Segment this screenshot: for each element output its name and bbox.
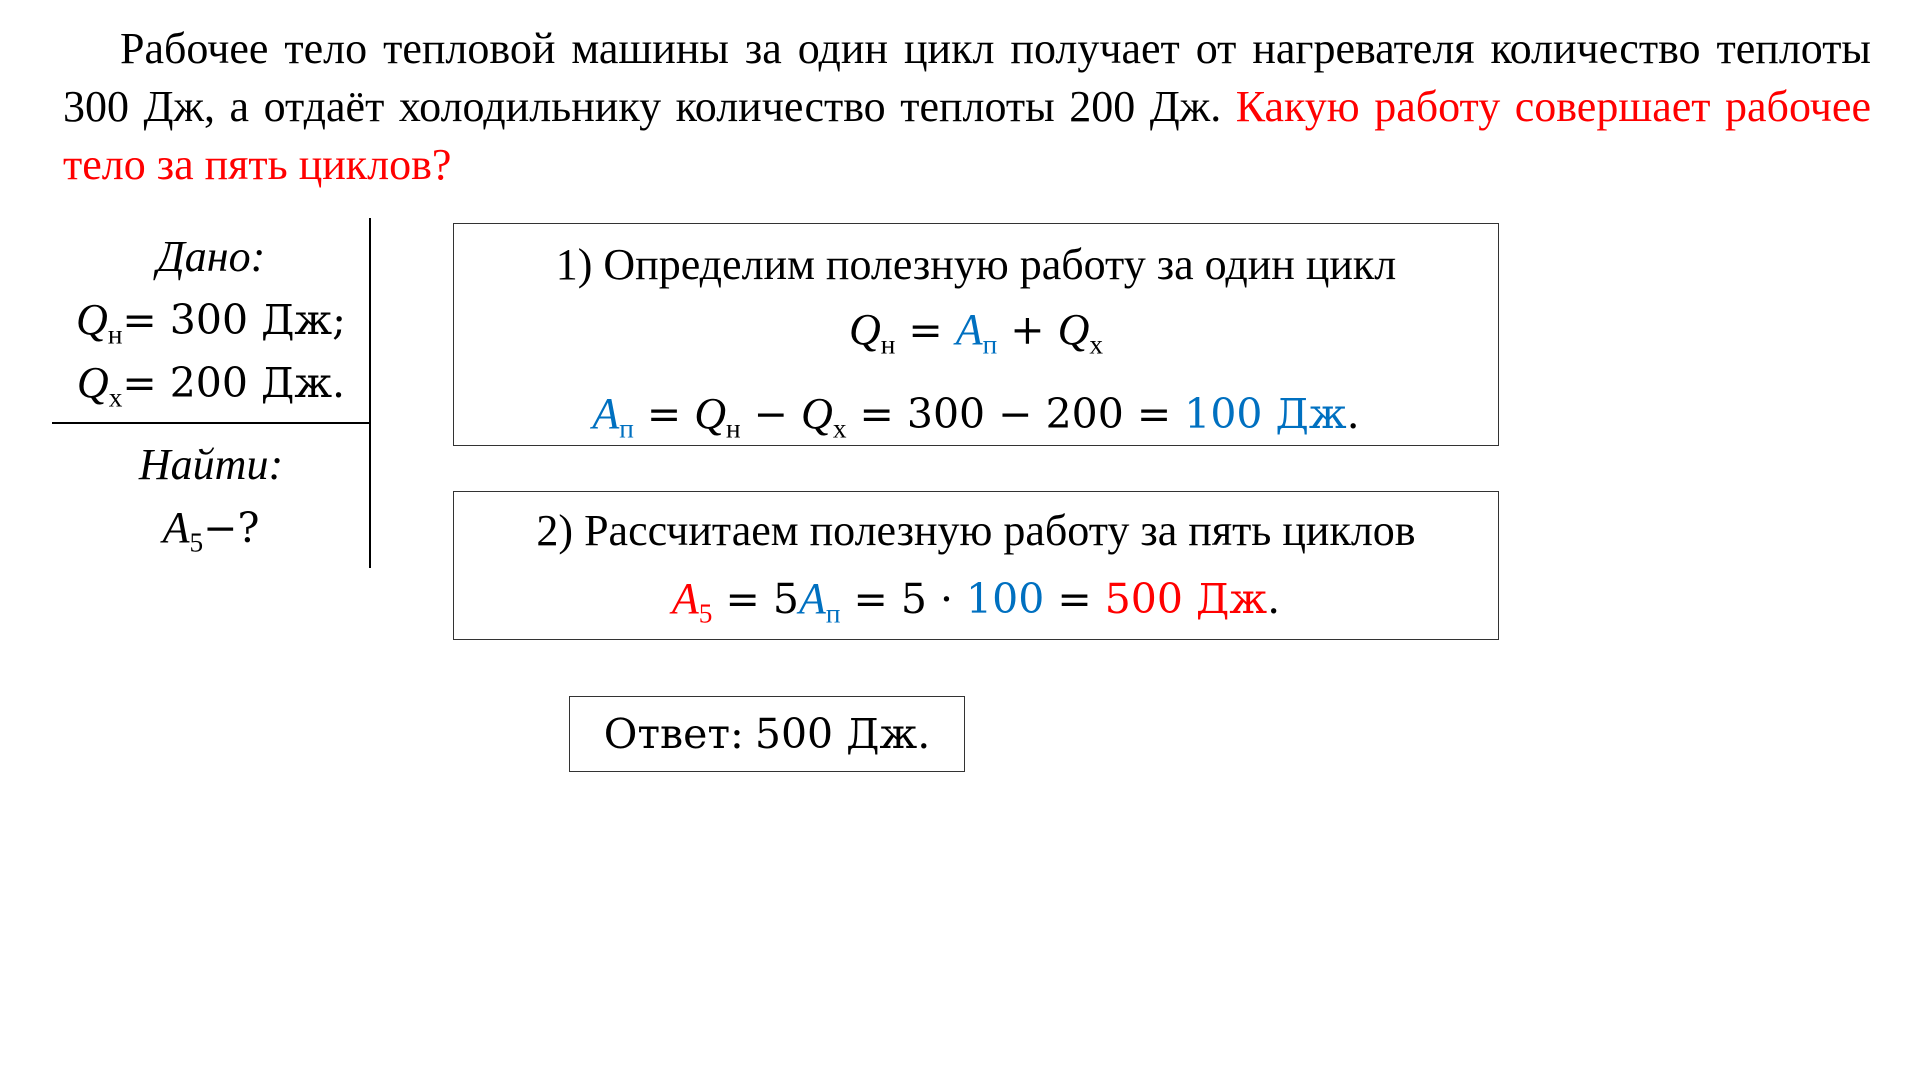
equals-sign: = <box>1044 575 1105 623</box>
step2-result: 500 Дж <box>1104 575 1268 623</box>
answer-box <box>569 696 965 772</box>
q-hot-value: = 300 Дж; <box>122 296 346 344</box>
q-symbol: Q <box>801 388 833 438</box>
q-symbol: Q <box>76 358 109 407</box>
a-symbol: A <box>671 574 699 623</box>
given-q-cold <box>52 351 370 414</box>
q-symbol: Q <box>694 388 727 438</box>
a-symbol: A <box>955 305 983 354</box>
useful-work-value: 100 <box>966 575 1045 623</box>
given-q-hot <box>52 288 370 351</box>
plus-sign: + <box>997 306 1058 354</box>
equals-sign: = <box>633 389 695 438</box>
answer-value: 500 Дж. <box>754 710 931 758</box>
step1-box <box>453 223 1499 446</box>
unknown-mark: −? <box>203 504 260 552</box>
a-symbol: A <box>592 388 620 438</box>
q-symbol: Q <box>76 295 108 344</box>
a-useful-subscript: п <box>825 598 841 629</box>
period: . <box>1267 575 1281 623</box>
find-heading: Найти: <box>138 440 284 489</box>
q-hot-subscript: н <box>726 413 741 444</box>
step1-result: 100 Дж <box>1184 389 1347 438</box>
a-symbol: A <box>798 574 826 623</box>
q-cold-subscript: х <box>108 382 123 413</box>
step1-equation-1 <box>454 294 1498 381</box>
given-section <box>52 225 370 414</box>
problem-question: Какую работу совершает рабочее тело за пять циклов? <box>63 82 1871 189</box>
q-hot-subscript: н <box>107 319 123 350</box>
find-section <box>52 433 370 559</box>
find-unknown <box>52 496 370 559</box>
a-useful-subscript: п <box>619 413 634 444</box>
a-useful-subscript: п <box>982 329 998 360</box>
given-divider-horizontal <box>52 422 370 424</box>
problem-text: Рабочее тело тепловой машины за один цикл получает от нагревателя количество теплоты 300 Дж, а отдаёт холодильнику количество теплоты 200 Дж. <box>63 24 1871 131</box>
q-symbol: Q <box>1057 305 1090 354</box>
minus-sign: − <box>740 389 802 438</box>
equals-sign: = <box>895 306 956 354</box>
step2-box <box>453 491 1499 640</box>
a-subscript: 5 <box>698 598 713 629</box>
problem-statement <box>63 20 1871 194</box>
calculation: = 300 − 200 = <box>846 389 1185 438</box>
period: . <box>1346 389 1360 438</box>
step1-equation-2 <box>454 381 1498 462</box>
step2-equation <box>454 560 1498 653</box>
a-subscript: 5 <box>189 527 204 558</box>
answer-label: Ответ: <box>603 710 744 758</box>
q-cold-subscript: х <box>832 413 847 444</box>
q-cold-value: = 200 Дж. <box>122 359 346 407</box>
step2-title: 2) Рассчитаем полезную работу за пять циклов <box>536 506 1416 555</box>
step1-title: 1) Определим полезную работу за один цикл <box>555 240 1397 289</box>
q-symbol: Q <box>848 305 881 354</box>
multiplication: = 5 · <box>840 575 967 623</box>
given-heading: Дано: <box>156 232 266 281</box>
q-cold-subscript: х <box>1089 329 1104 360</box>
equals-five: = 5 <box>712 575 799 623</box>
a-symbol: A <box>162 503 190 552</box>
q-hot-subscript: н <box>880 329 896 360</box>
